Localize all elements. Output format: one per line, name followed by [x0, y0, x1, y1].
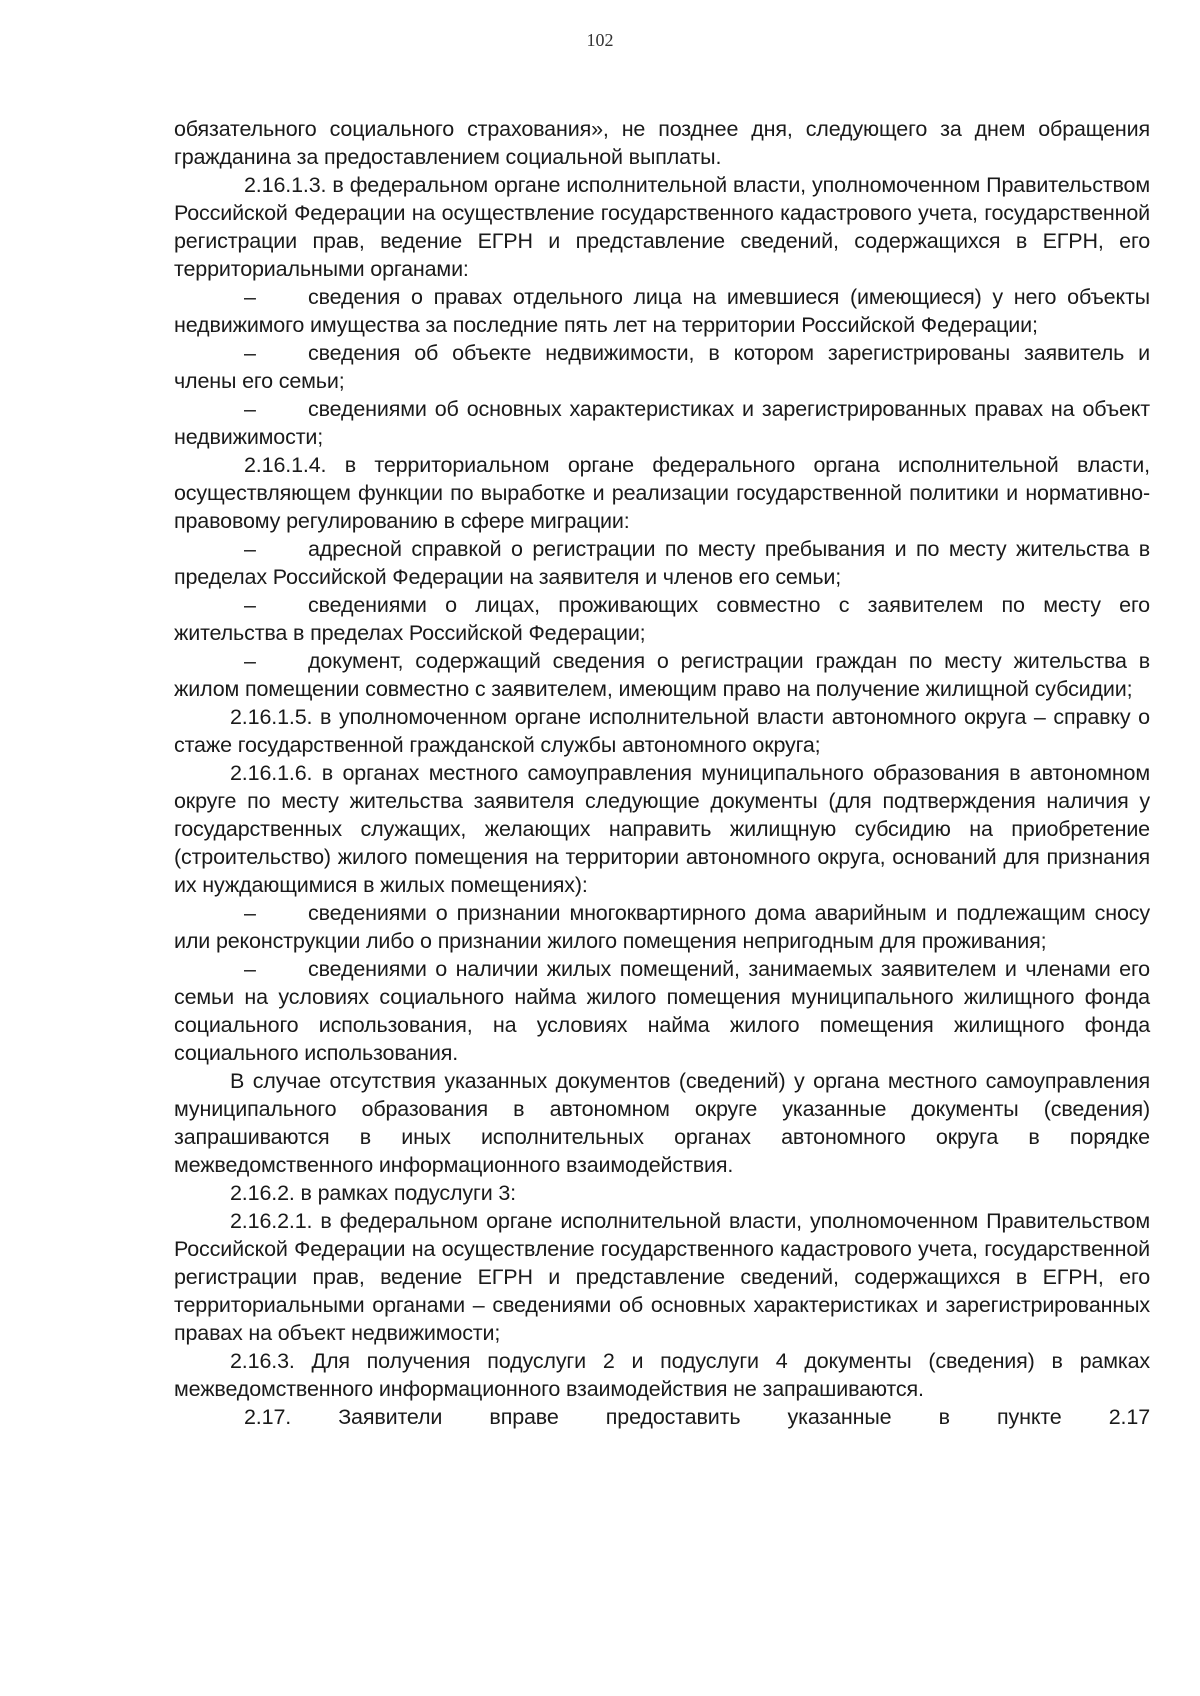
paragraph: 2.16.2. в рамках подуслуги 3:: [230, 1181, 517, 1205]
paragraph: 2.16.1.3. в федеральном органе исполнительной власти, уполномоченном Правительством Российской Федерации на осуществление государственного кадастрового учета, государственной регистрации прав, ведение ЕГРН и представление сведений, содержащихся в ЕГРН, его территориальными органами:: [174, 173, 1150, 281]
list-item-text: сведениями о лицах, проживающих совместно с заявителем по месту его жительства в пределах Российской Федерации;: [174, 593, 1150, 645]
paragraph: 2.16.1.4. в территориальном органе федерального органа исполнительной власти, осуществляющем функции по выработке и реализации государственной политики и нормативно-правовому регулированию в сфере миграции:: [174, 453, 1150, 533]
list-item-text: адресной справкой о регистрации по месту пребывания и по месту жительства в пределах Российской Федерации на заявителя и членов его семьи;: [174, 537, 1150, 589]
list-item: [174, 899, 1150, 955]
list-item: [174, 591, 1150, 647]
list-item-text: сведения об объекте недвижимости, в котором зарегистрированы заявитель и члены его семьи;: [174, 341, 1150, 393]
paragraph: 2.16.2.1. в федеральном органе исполнительной власти, уполномоченном Правительством Российской Федерации на осуществление государственного кадастрового учета, государственной регистрации прав, ведение ЕГРН и представление сведений, содержащихся в ЕГРН, его территориальными органами – сведениями об основных характеристиках и зарегистрированных правах на объект недвижимости;: [174, 1209, 1150, 1345]
list-item-text: сведениями о признании многоквартирного дома аварийным и подлежащим сносу или реконструкции либо о признании жилого помещения непригодным для проживания;: [174, 901, 1150, 953]
paragraph: 2.16.3. Для получения подуслуги 2 и подуслуги 4 документы (сведения) в рамках межведомственного информационного взаимодействия не запрашиваются.: [174, 1349, 1150, 1401]
list-item: [174, 283, 1150, 339]
list-item: [174, 339, 1150, 395]
list-dash-marker: –: [244, 341, 256, 365]
paragraph: 2.16.1.5. в уполномоченном органе исполнительной власти автономного округа – справку о стаже государственной гражданской службы автономного округа;: [174, 705, 1150, 757]
list-item: [174, 535, 1150, 591]
document-body: [174, 115, 1150, 1431]
list-item-text: сведения о правах отдельного лица на имевшиеся (имеющиеся) у него объекты недвижимого имущества за последние пять лет на территории Российской Федерации;: [174, 285, 1150, 337]
list-item-text: сведениями о наличии жилых помещений, занимаемых заявителем и членами его семьи на условиях социального найма жилого помещения муниципального жилищного фонда социального использования, на условиях найма жилого помещения жилищного фонда социального использования.: [174, 957, 1150, 1065]
list-dash-marker: –: [244, 285, 256, 309]
paragraph: обязательного социального страхования», не позднее дня, следующего за днем обращения гражданина за предоставлением социальной выплаты.: [174, 117, 1150, 169]
list-dash-marker: –: [244, 957, 256, 981]
list-item: [174, 955, 1150, 1067]
list-dash-marker: –: [244, 397, 256, 421]
page-number: 102: [586, 30, 614, 50]
list-dash-marker: –: [244, 537, 256, 561]
paragraph: В случае отсутствия указанных документов (сведений) у органа местного самоуправления муниципального образования в автономном округе указанные документы (сведения) запрашиваются в иных исполнительных органах автономного округа в порядке межведомственного информационного взаимодействия.: [174, 1069, 1150, 1177]
list-item: [174, 647, 1150, 703]
list-item-text: сведениями об основных характеристиках и зарегистрированных правах на объект недвижимости;: [174, 397, 1150, 449]
list-dash-marker: –: [244, 649, 256, 673]
paragraph: 2.16.1.6. в органах местного самоуправления муниципального образования в автономном округе по месту жительства заявителя следующие документы (для подтверждения наличия у государственных служащих, желающих направить жилищную субсидию на приобретение (строительство) жилого помещения на территории автономного округа, оснований для признания их нуждающимися в жилых помещениях):: [174, 761, 1150, 897]
list-item-text: документ, содержащий сведения о регистрации граждан по месту жительства в жилом помещении совместно с заявителем, имеющим право на получение жилищной субсидии;: [174, 649, 1150, 701]
list-item: [174, 395, 1150, 451]
list-dash-marker: –: [244, 901, 256, 925]
paragraph: 2.17. Заявители вправе предоставить указанные в пункте 2.17: [244, 1405, 1150, 1429]
list-dash-marker: –: [244, 593, 256, 617]
